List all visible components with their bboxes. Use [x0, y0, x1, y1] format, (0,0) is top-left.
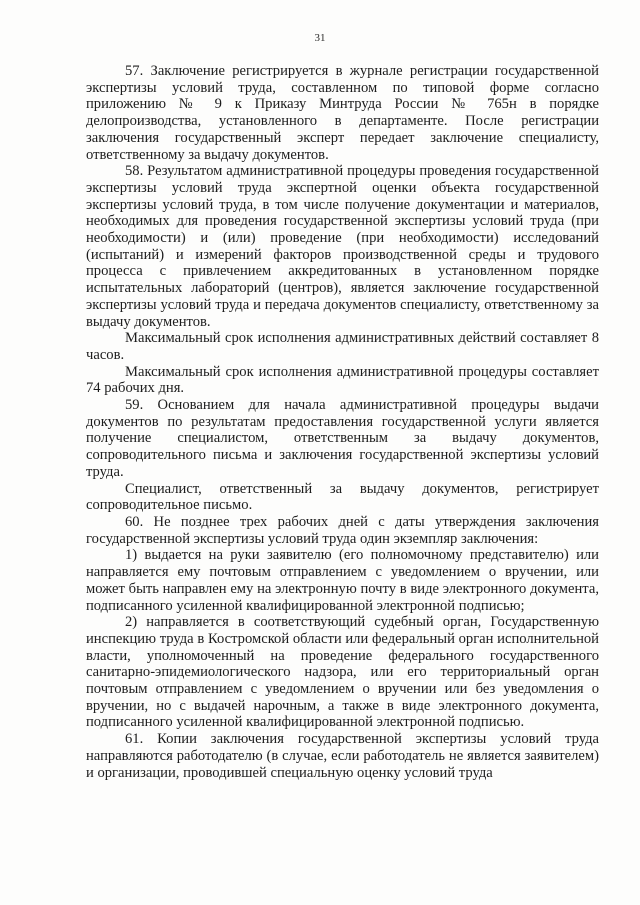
- paragraph-59: 59. Основанием для начала административной процедуры выдачи документов по результатам предоставления государственной услуги является получение специалистом, ответственным за выдачу документов, сопроводительного письма и заключения государственной экспертизы условий труда.: [86, 397, 599, 480]
- paragraph-60-item-1: 1) выдается на руки заявителю (его полномочному представителю) или направляется ему почтовым отправлением с уведомлением о вручении, или может быть направлен ему на электронную почту в виде электронного документа, подписанного усиленной квалифицированной электронной подписью;: [86, 547, 599, 614]
- paragraph-57: 57. Заключение регистрируется в журнале регистрации государственной экспертизы условий труда, составленном по типовой форме согласно приложению № 9 к Приказу Минтруда России № 765н в порядке делопроизводства, установленного в департаменте. После регистрации заключения государственный эксперт передает заключение специалисту, ответственному за выдачу документов.: [86, 63, 599, 163]
- paragraph-60: 60. Не позднее трех рабочих дней с даты утверждения заключения государственной экспертизы условий труда один экземпляр заключения:: [86, 513, 599, 547]
- page-number: 31: [314, 32, 326, 44]
- paragraph-58: 58. Результатом административной процедуры проведения государственной экспертизы условий труда экспертной оценки объекта государственной экспертизы условий труда, в том числе получение документации и материалов, необходимых для проведения государственной экспертизы условий труда (при необходимости) и (или) проведение (при необходимости) исследований (испытаний) и измерений факторов производственной среды и трудового процесса с привлечением аккредитованных в установленном порядке испытательных лабораторий (центров), является заключение государственной экспертизы условий труда и передача документов специалисту, ответственному за выдачу документов.: [86, 163, 599, 330]
- paragraph-max-term-procedure: Максимальный срок исполнения административной процедуры составляет 74 рабочих дня.: [86, 363, 599, 397]
- paragraph-max-term-actions: Максимальный срок исполнения административных действий составляет 8 часов.: [86, 330, 599, 363]
- paragraph-60-item-2: 2) направляется в соответствующий судебный орган, Государственную инспекцию труда в Костромской области или федеральный орган исполнительной власти, уполномоченный на проведение федерального государственного санитарно-эпидемиологического надзора, или его территориальный орган почтовым отправлением с уведомлением о вручении или без уведомления о вручении, но с выдачей нарочным, а также в виде электронного документа, подписанного усиленной квалифицированной электронной подписью.: [86, 614, 599, 731]
- document-body: [86, 63, 599, 781]
- paragraph-61: 61. Копии заключения государственной экспертизы условий труда направляются работодателю (в случае, если работодатель не является заявителем) и организации, проводившей специальную оценку условий труда: [86, 731, 599, 781]
- paragraph-registration: Специалист, ответственный за выдачу документов, регистрирует сопроводительное письмо.: [86, 480, 599, 514]
